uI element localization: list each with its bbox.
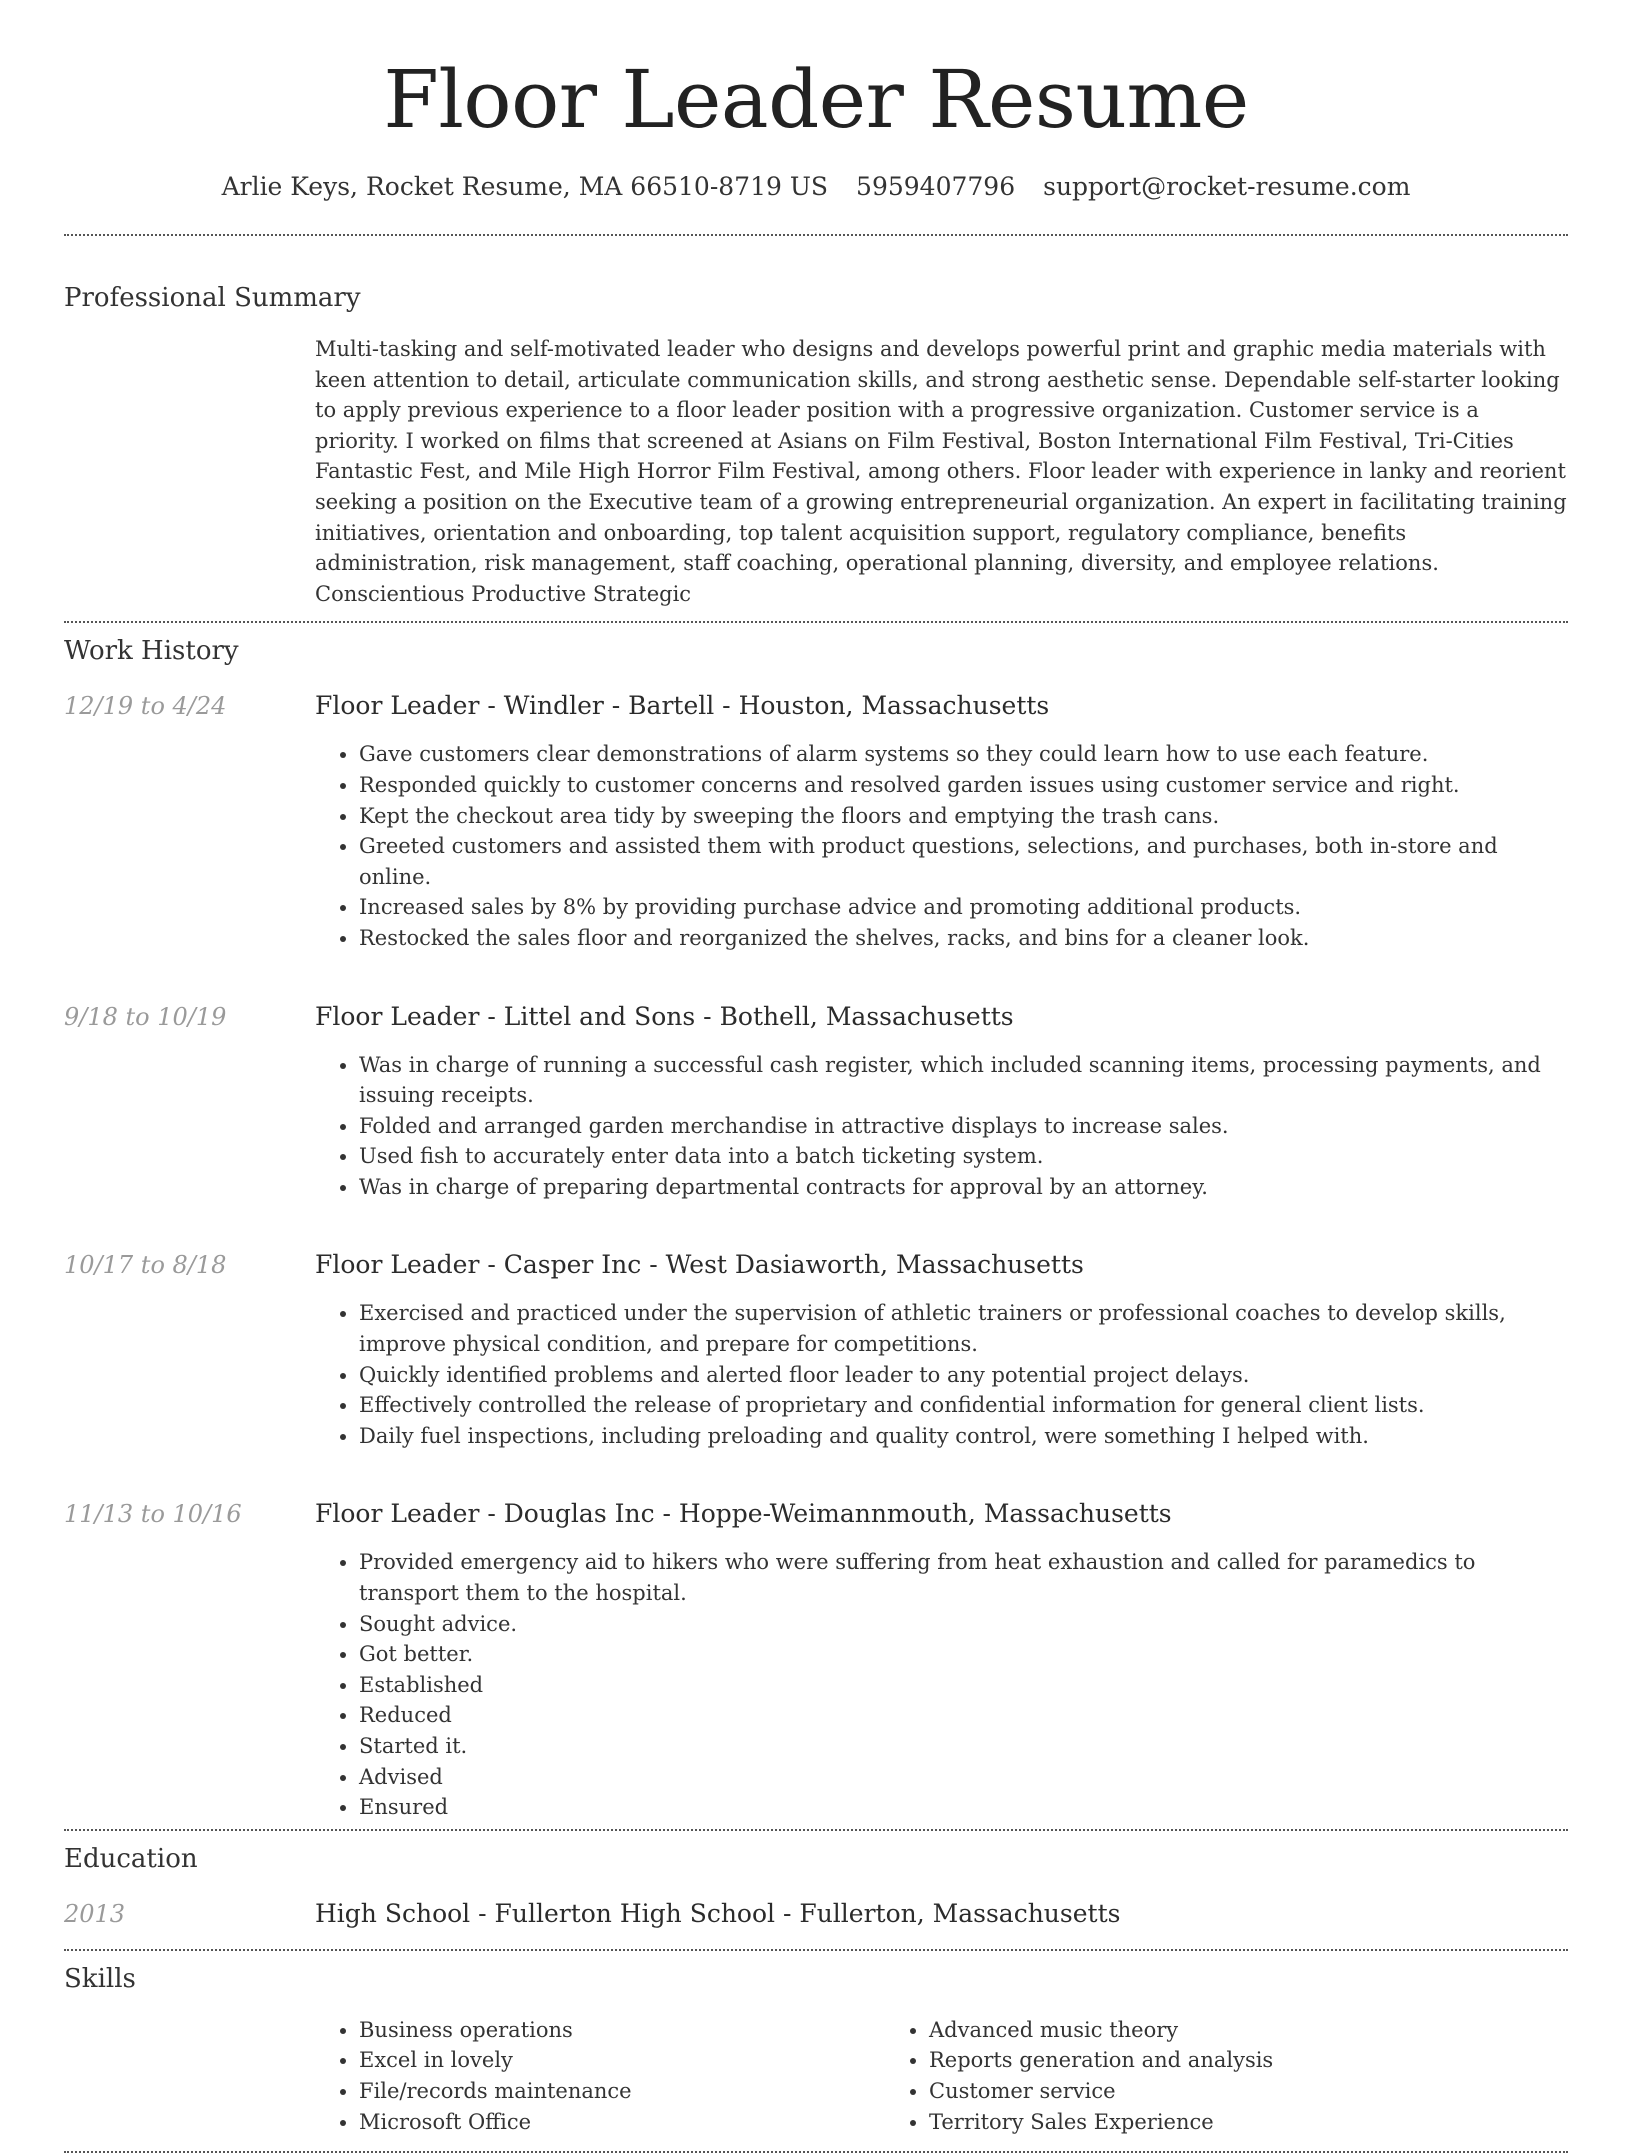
job-body-spacer xyxy=(64,1034,315,1203)
job-header xyxy=(64,1000,1568,1034)
job-bullet-item: • Ensured xyxy=(359,1792,1568,1823)
job-entry xyxy=(64,1000,1568,1229)
job-entry xyxy=(64,1497,1568,1828)
job-header xyxy=(64,1248,1568,1282)
skill-item: • Business operations xyxy=(359,2015,885,2046)
job-body xyxy=(64,1034,1568,1203)
job-entry xyxy=(64,689,1568,979)
job-bullets xyxy=(315,1050,1568,1203)
job-bullet-item: • Increased sales by 8% by providing purchase advice and promoting additional products. xyxy=(359,892,1568,923)
education-section xyxy=(64,1831,1568,1949)
job-bullet-item: • Quickly identified problems and alerted floor leader to any potential project delays. xyxy=(359,1360,1568,1391)
job-bullet-item: • Kept the checkout area tidy by sweeping the floors and emptying the trash cans. xyxy=(359,801,1568,832)
work-history-section xyxy=(64,623,1568,1828)
job-bullet-item: • Sought advice. xyxy=(359,1609,1568,1640)
job-bullet-item: • Effectively controlled the release of proprietary and confidential information for general client lists. xyxy=(359,1390,1568,1421)
education-title: High School - Fullerton High School - Fullerton, Massachusetts xyxy=(315,1898,1121,1928)
job-bullet-item: • Used fish to accurately enter data into a batch ticketing system. xyxy=(359,1141,1568,1172)
summary-text: Multi-tasking and self-motivated leader who designs and develops powerful print and graphic media materials with keen attention to detail, articulate communication skills, and strong aesthetic sense. Dependable self-starter looking to apply previous experience to a floor leader position with a progressive organization. Customer service is a priority. I worked on films that screened at Asians on Film Festival, Boston International Film Festival, Tri-Cities Fantastic Fest, and Mile High Horror Film Festival, among others. Floor leader with experience in lanky and reorient seeking a position on the Executive team of a growing entrepreneurial organization. An expert in facilitating training initiatives, orientation and onboarding, top talent acquisition support, regulatory compliance, benefits administration, risk management, staff coaching, operational planning, diversity, and employee relations. Conscientious Productive Strategic xyxy=(315,337,1567,606)
skills-section xyxy=(64,1951,1568,2151)
skill-item: • Reports generation and analysis xyxy=(929,2045,1455,2076)
job-body xyxy=(64,723,1568,953)
skills-list-left xyxy=(315,2015,885,2137)
job-bullet-item: • Established xyxy=(359,1670,1568,1701)
job-header xyxy=(64,689,1568,723)
job-bullet-item: • Advised xyxy=(359,1762,1568,1793)
job-entry xyxy=(64,1248,1568,1477)
job-body-spacer xyxy=(64,1282,315,1451)
job-bullet-item: • Reduced xyxy=(359,1700,1568,1731)
contact-phone: 5959407796 xyxy=(856,172,1016,201)
job-bullet-item: • Exercised and practiced under the supervision of athletic trainers or professional coaches to develop skills, improve physical condition, and prepare for competitions. xyxy=(359,1298,1568,1359)
skill-item: • Excel in lovely xyxy=(359,2045,885,2076)
job-title: Floor Leader - Windler - Bartell - Houston, Massachusetts xyxy=(315,691,1050,721)
job-bullet-item: • Was in charge of preparing departmental contracts for approval by an attorney. xyxy=(359,1172,1568,1203)
skill-item: • File/records maintenance xyxy=(359,2076,885,2107)
job-bullets xyxy=(315,1547,1568,1822)
job-bullets xyxy=(315,739,1568,953)
contact-email: support@rocket-resume.com xyxy=(1043,172,1411,201)
job-body-spacer xyxy=(64,1531,315,1822)
skill-item: • Advanced music theory xyxy=(929,2015,1455,2046)
job-bullet-item: • Folded and arranged garden merchandise in attractive displays to increase sales. xyxy=(359,1111,1568,1142)
job-title: Floor Leader - Douglas Inc - Hoppe-Weimannmouth, Massachusetts xyxy=(315,1499,1172,1529)
skill-item: • Territory Sales Experience xyxy=(929,2107,1455,2138)
job-body xyxy=(64,1282,1568,1451)
jobs-list xyxy=(64,689,1568,1828)
summary-heading: Professional Summary xyxy=(64,283,361,313)
resume-header xyxy=(64,0,1568,204)
education-year: 2013 xyxy=(64,1899,126,1928)
education-entry xyxy=(64,1897,1568,1931)
job-dates: 10/17 to 8/18 xyxy=(64,1251,227,1280)
job-dates: 9/18 to 10/19 xyxy=(64,1002,227,1031)
job-bullet-item: • Started it. xyxy=(359,1731,1568,1762)
job-bullet-item: • Gave customers clear demonstrations of alarm systems so they could learn how to use each feature. xyxy=(359,739,1568,770)
contact-line xyxy=(64,170,1568,204)
job-header xyxy=(64,1497,1568,1531)
job-bullet-item: • Daily fuel inspections, including preloading and quality control, were something I helped with. xyxy=(359,1421,1568,1452)
skill-item: • Microsoft Office xyxy=(359,2107,885,2138)
job-bullet-item: • Greeted customers and assisted them with product questions, selections, and purchases, both in-store and online. xyxy=(359,831,1568,892)
skills-list-right xyxy=(885,2015,1455,2137)
job-bullets xyxy=(315,1298,1568,1451)
job-bullet-item: • Restocked the sales floor and reorganized the shelves, racks, and bins for a cleaner look. xyxy=(359,923,1568,954)
job-body xyxy=(64,1531,1568,1822)
page-title: Floor Leader Resume xyxy=(383,53,1249,146)
job-bullet-item: • Provided emergency aid to hikers who were suffering from heat exhaustion and called for paramedics to transport them to the hospital. xyxy=(359,1547,1568,1608)
job-dates: 11/13 to 10/16 xyxy=(64,1500,242,1529)
job-bullet-item: • Got better. xyxy=(359,1639,1568,1670)
skill-item: • Customer service xyxy=(929,2076,1455,2107)
job-dates: 12/19 to 4/24 xyxy=(64,692,227,721)
job-bullet-item: • Was in charge of running a successful cash register, which included scanning items, processing payments, and issuing receipts. xyxy=(359,1050,1568,1111)
summary-section xyxy=(64,236,1568,621)
skills-grid xyxy=(315,2015,1568,2137)
education-heading: Education xyxy=(64,1843,198,1874)
job-title: Floor Leader - Casper Inc - West Dasiaworth, Massachusetts xyxy=(315,1250,1084,1280)
job-body-spacer xyxy=(64,723,315,953)
skills-heading: Skills xyxy=(64,1963,136,1994)
job-bullet-item: • Responded quickly to customer concerns and resolved garden issues using customer service and right. xyxy=(359,770,1568,801)
job-title: Floor Leader - Littel and Sons - Bothell, Massachusetts xyxy=(315,1001,1014,1031)
contact-address: Arlie Keys, Rocket Resume, MA 66510-8719 US xyxy=(221,172,829,201)
work-history-heading: Work History xyxy=(64,636,239,667)
